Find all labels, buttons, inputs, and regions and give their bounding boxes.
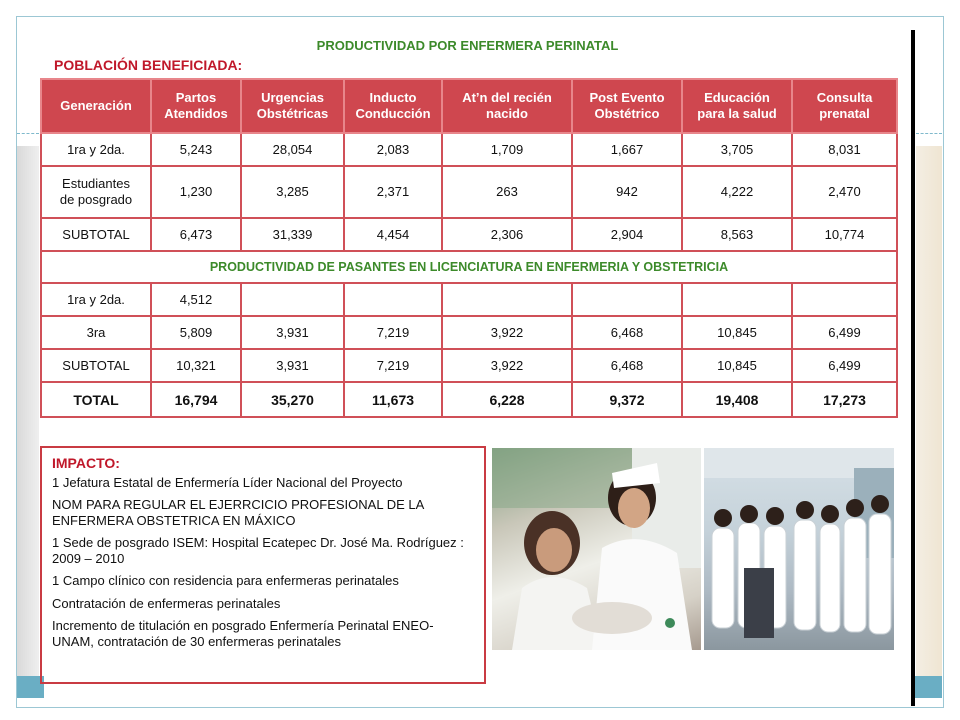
table-cell: 5,809 <box>151 316 241 349</box>
table-cell: 6,499 <box>792 316 897 349</box>
table-cell: 8,563 <box>682 218 792 251</box>
table-cell: 7,219 <box>344 349 442 382</box>
row-label <box>41 283 151 316</box>
impact-title: IMPACTO: <box>52 455 120 471</box>
cell-text-line: Partos <box>175 90 217 105</box>
column-header <box>792 79 897 133</box>
impact-item: 1 Jefatura Estatal de Enfermería Líder Nacional del Proyecto <box>52 474 403 490</box>
table-cell: 4,512 <box>151 283 241 316</box>
cell-text-line: 1ra y 2da. <box>67 141 125 157</box>
cell-text-line: Conducción <box>355 106 431 121</box>
cell-text-line: At’n del recién <box>462 90 552 105</box>
section-title: PRODUCTIVIDAD DE PASANTES EN LICENCIATURA EN ENFERMERIA Y OBSTETRICIA <box>41 251 897 283</box>
table-cell: 10,321 <box>151 349 241 382</box>
productivity-table <box>40 78 898 418</box>
section-label: POBLACIÓN BENEFICIADA: <box>54 57 243 73</box>
cell-text-line: nacido <box>486 106 528 121</box>
table-cell: 263 <box>442 166 572 218</box>
table-header-row <box>41 79 897 133</box>
table-cell: 6,499 <box>792 349 897 382</box>
cell-text-line: Obstétrico <box>594 106 660 121</box>
table-cell: 3,705 <box>682 133 792 166</box>
table-row <box>41 166 897 218</box>
cell-text-line: SUBTOTAL <box>62 226 130 242</box>
column-header <box>442 79 572 133</box>
row-label <box>41 166 151 218</box>
photo-illustration-2 <box>704 448 894 650</box>
subtotal-row <box>41 349 897 382</box>
cell-text-line: 3ra <box>86 324 106 340</box>
table-cell: 3,922 <box>442 316 572 349</box>
table-cell: 1,230 <box>151 166 241 218</box>
table-cell: 10,845 <box>682 316 792 349</box>
row-label <box>41 382 151 417</box>
decorative-band-right <box>916 146 942 676</box>
table-cell: 3,285 <box>241 166 344 218</box>
impact-item: 1 Sede de posgrado ISEM: Hospital Ecatepec Dr. José Ma. Rodríguez : 2009 – 2010 <box>52 535 464 566</box>
cell-text-line: Obstétricas <box>256 106 329 121</box>
cell-text-line: Urgencias <box>261 90 324 105</box>
page-title: PRODUCTIVIDAD POR ENFERMERA PERINATAL <box>316 38 619 53</box>
table-row <box>41 316 897 349</box>
table-row <box>41 133 897 166</box>
table-cell <box>792 283 897 316</box>
table-cell: 19,408 <box>682 382 792 417</box>
table-cell: 11,673 <box>344 382 442 417</box>
table-cell: 942 <box>572 166 682 218</box>
table-cell <box>442 283 572 316</box>
table-cell: 2,306 <box>442 218 572 251</box>
cell-text-line: Inducto <box>369 90 417 105</box>
photo-illustration-1 <box>492 448 701 650</box>
table-cell: 28,054 <box>241 133 344 166</box>
table-cell: 6,473 <box>151 218 241 251</box>
table-cell: 2,470 <box>792 166 897 218</box>
table-cell: 2,371 <box>344 166 442 218</box>
section-row <box>41 251 897 283</box>
table-cell: 31,339 <box>241 218 344 251</box>
column-header <box>151 79 241 133</box>
impact-box <box>40 446 486 684</box>
table-cell: 4,454 <box>344 218 442 251</box>
column-header <box>682 79 792 133</box>
table-cell: 35,270 <box>241 382 344 417</box>
table-cell: 7,219 <box>344 316 442 349</box>
cell-text-line: Atendidos <box>164 106 228 121</box>
table-cell: 3,931 <box>241 316 344 349</box>
decorative-dash-right <box>916 133 942 134</box>
table-cell <box>344 283 442 316</box>
impact-item: NOM PARA REGULAR EL EJERRCICIO PROFESIONAL DE LA ENFERMERA OBSTETRICA EN MÁXICO <box>52 497 424 528</box>
cell-text-line: SUBTOTAL <box>62 357 130 373</box>
row-label <box>41 316 151 349</box>
decorative-band-left <box>17 146 39 676</box>
photo-nurses-group <box>704 448 894 650</box>
table-cell: 6,468 <box>572 349 682 382</box>
table-cell <box>241 283 344 316</box>
cell-text-line: de posgrado <box>59 192 133 207</box>
table-cell: 5,243 <box>151 133 241 166</box>
photo-nurses-newborn-care <box>492 448 701 650</box>
table-cell: 2,904 <box>572 218 682 251</box>
table-cell: 1,709 <box>442 133 572 166</box>
column-header <box>344 79 442 133</box>
table-cell: 6,228 <box>442 382 572 417</box>
row-label <box>41 218 151 251</box>
table-cell: 3,922 <box>442 349 572 382</box>
vertical-rule <box>911 30 915 706</box>
row-label <box>41 133 151 166</box>
impact-item: 1 Campo clínico con residencia para enfermeras perinatales <box>52 573 399 588</box>
table-cell: 10,774 <box>792 218 897 251</box>
cell-text-line: Estudiantes <box>62 176 130 191</box>
cell-text-line: Educación <box>704 90 770 105</box>
table-cell: 1,667 <box>572 133 682 166</box>
table-cell: 2,083 <box>344 133 442 166</box>
subtotal-row <box>41 218 897 251</box>
table-cell: 9,372 <box>572 382 682 417</box>
decorative-dash-left <box>17 133 39 134</box>
cell-text-line: para la salud <box>697 106 777 121</box>
table-cell: 3,931 <box>241 349 344 382</box>
impact-list <box>52 475 474 650</box>
total-row <box>41 382 897 417</box>
table-cell: 6,468 <box>572 316 682 349</box>
impact-item: Contratación de enfermeras perinatales <box>52 595 281 611</box>
table-cell <box>682 283 792 316</box>
cell-text-line: Post Evento <box>589 90 665 105</box>
cell-text-line: TOTAL <box>73 391 119 408</box>
cell-text-line: 1ra y 2da. <box>67 291 125 307</box>
table-row <box>41 283 897 316</box>
column-header <box>572 79 682 133</box>
table-cell: 4,222 <box>682 166 792 218</box>
table-cell: 17,273 <box>792 382 897 417</box>
table-cell: 8,031 <box>792 133 897 166</box>
cell-text-line: Consulta <box>816 90 873 105</box>
cell-text-line: Generación <box>60 98 132 113</box>
cell-text-line: prenatal <box>819 106 870 121</box>
column-header <box>241 79 344 133</box>
table-cell: 10,845 <box>682 349 792 382</box>
table-cell <box>572 283 682 316</box>
impact-item: Incremento de titulación en posgrado Enfermería Perinatal ENEO-UNAM, contratación de 30 enfermeras perinatales <box>52 618 434 649</box>
column-header <box>41 79 151 133</box>
table-cell: 16,794 <box>151 382 241 417</box>
row-label <box>41 349 151 382</box>
